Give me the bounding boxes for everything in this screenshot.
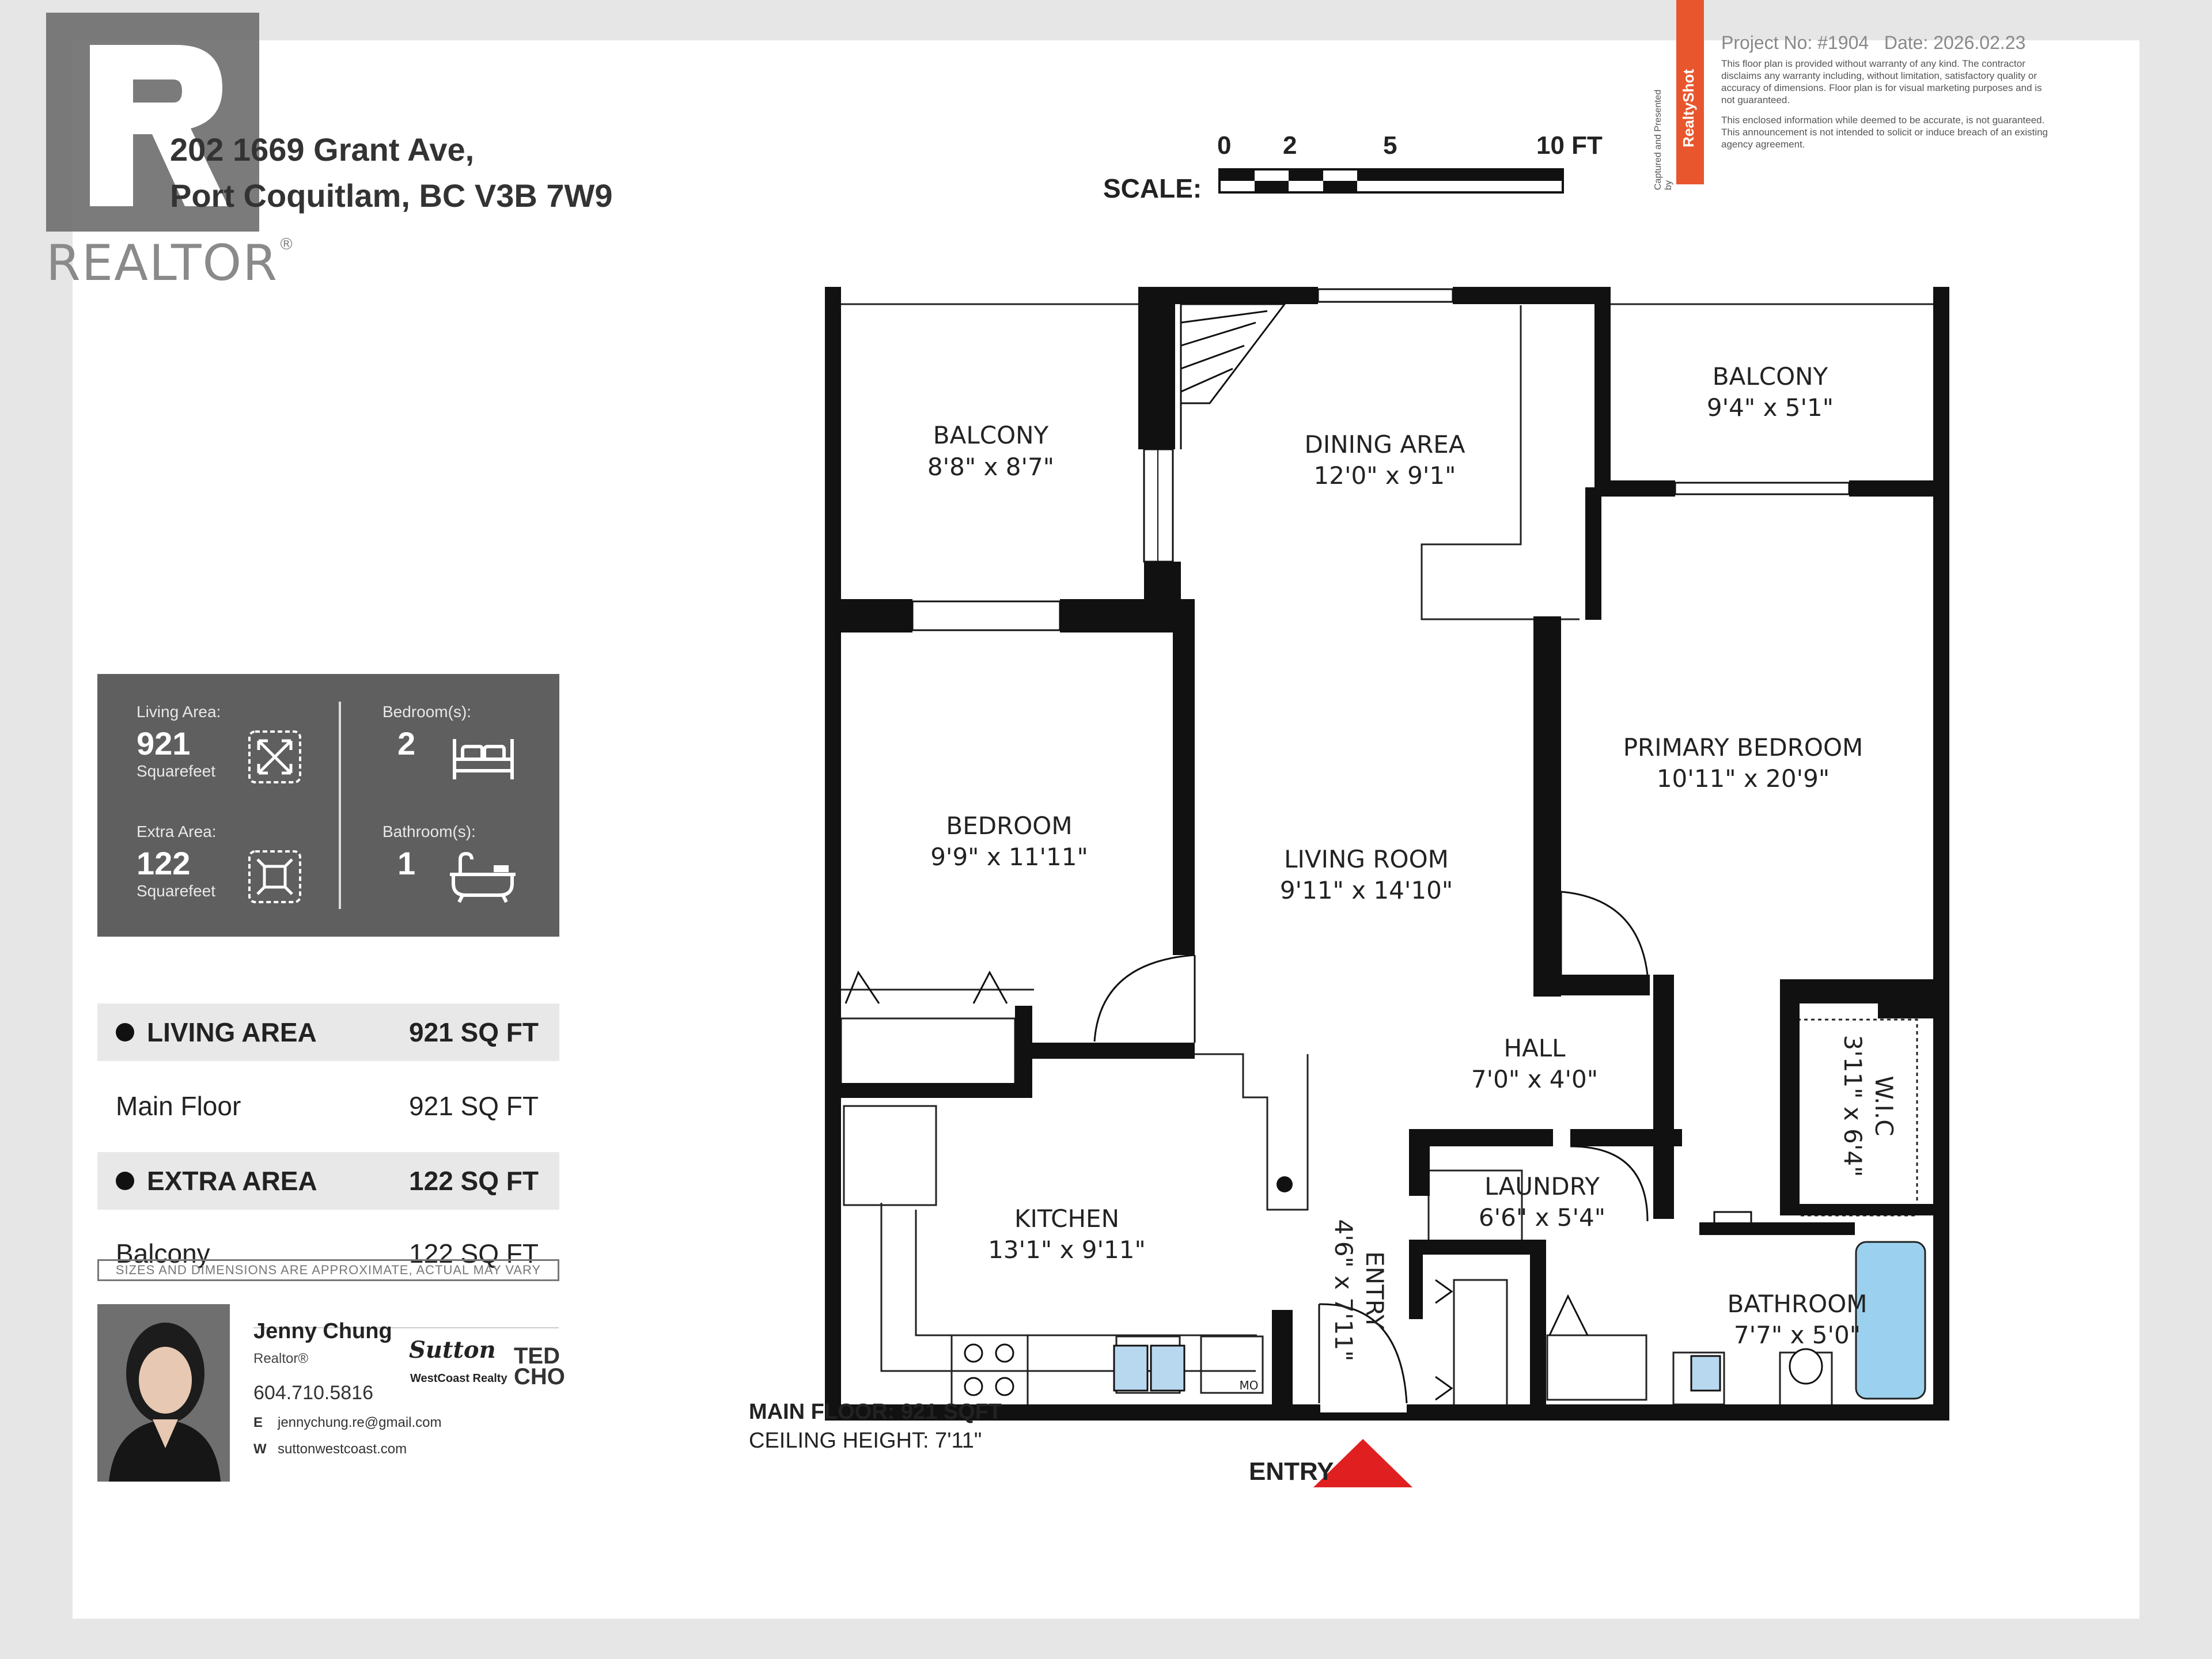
extra-area-stat: Extra Area: 122 Squarefeet	[137, 823, 217, 900]
scale-tick-5: 5	[1383, 131, 1397, 160]
agent-phone[interactable]: 604.710.5816	[253, 1382, 373, 1404]
project-date: Date: 2026.02.23	[1884, 32, 2026, 53]
agent-title: Realtor®	[253, 1351, 309, 1366]
agent-name: Jenny Chung	[253, 1319, 392, 1343]
room-dining-name: DINING AREA	[1304, 430, 1465, 459]
agent-website[interactable]: W suttonwestcoast.com	[253, 1441, 407, 1457]
living-area-row: LIVING AREA 921 SQ FT	[97, 1003, 559, 1061]
room-living-dims: 9'11" x 14'10"	[1279, 876, 1453, 904]
room-entry-name: ENTRY	[1361, 1251, 1389, 1330]
room-living-name: LIVING ROOM	[1284, 845, 1449, 873]
door-swings	[846, 892, 1647, 1403]
room-primary-dims: 10'11" x 20'9"	[1656, 764, 1830, 793]
captured-by-text: Captured and Presented by	[1653, 89, 1673, 190]
room-wic-dims: 3'11" x 6'4"	[1839, 1035, 1867, 1177]
room-bedroom-name: BEDROOM	[946, 812, 1073, 840]
realtor-wordmark: REALTOR®	[46, 234, 296, 292]
room-balcony-2-name: BALCONY	[1712, 362, 1828, 391]
living-area-stat: Living Area: 921 Squarefeet	[137, 703, 221, 780]
bathrooms-stat: Bathroom(s): 1	[382, 823, 476, 881]
realtyshot-brand: RealtyShot	[1680, 69, 1697, 147]
address-line-2: Port Coquitlam, BC V3B 7W9	[170, 177, 613, 214]
main-floor-row: Main Floor 921 SQ FT	[116, 1091, 539, 1121]
room-dining-dims: 12'0" x 9'1"	[1313, 461, 1456, 490]
room-laundry-dims: 6'6" x 5'4"	[1478, 1203, 1606, 1232]
room-primary-name: PRIMARY BEDROOM	[1623, 733, 1863, 762]
room-entry-dims: 4'6" x 7'11"	[1330, 1219, 1358, 1362]
room-hall-dims: 7'0" x 4'0"	[1471, 1065, 1599, 1093]
room-bathroom-dims: 7'7" x 5'0"	[1733, 1321, 1861, 1349]
sutton-logo-subtitle: WestCoast Realty	[410, 1372, 507, 1385]
room-kitchen-name: KITCHEN	[1014, 1205, 1119, 1233]
scale-tick-0: 0	[1217, 131, 1232, 160]
room-hall-name: HALL	[1503, 1034, 1566, 1062]
room-balcony-1-dims: 8'8" x 8'7"	[927, 453, 1055, 481]
project-number: Project No: #1904	[1721, 32, 1869, 53]
footer-main-floor: MAIN FLOOR: 921 SQFT	[749, 1400, 1002, 1424]
room-balcony-1-name: BALCONY	[933, 421, 1049, 449]
room-balcony-2-dims: 9'4" x 5'1"	[1706, 393, 1834, 422]
entry-label: ENTRY	[1249, 1457, 1334, 1486]
stairs	[1158, 304, 1285, 562]
footer-ceiling-height: CEILING HEIGHT: 7'11"	[749, 1429, 982, 1453]
scale-tick-2: 2	[1283, 131, 1297, 160]
balcony-row: Balcony 122 SQ FT	[116, 1238, 539, 1268]
address-line-1: 202 1669 Grant Ave,	[170, 131, 475, 168]
appliance-label: MO	[1239, 1378, 1259, 1392]
scale-label: SCALE:	[1103, 173, 1202, 203]
sizes-disclaimer: SIZES AND DIMENSIONS ARE APPROXIMATE, ACTUAL MAY VARY	[97, 1259, 559, 1281]
bedrooms-stat: Bedroom(s): 2	[382, 703, 472, 762]
post-dot	[1277, 1176, 1293, 1192]
sutton-logo: Sutton	[409, 1336, 496, 1363]
room-wic-name: W.I.C	[1870, 1075, 1898, 1137]
room-bedroom-dims: 9'9" x 11'11"	[930, 843, 1088, 871]
room-bathroom-name: BATHROOM	[1727, 1290, 1868, 1318]
project-disclaimer-2: This enclosed information while deemed to be accurate, is not guaranteed. This announcement is not intended to solicit or induce breach of an existing agency agreement.	[1721, 115, 2048, 150]
scale-tick-10: 10 FT	[1536, 131, 1603, 160]
ted-cho-logo: TED CHO	[514, 1343, 565, 1389]
extra-area-row: EXTRA AREA 122 SQ FT	[97, 1152, 559, 1210]
agent-email[interactable]: E jennychung.re@gmail.com	[253, 1415, 442, 1430]
project-disclaimer-1: This floor plan is provided without warranty of any kind. The contractor disclaims any warranty including, without limitation, satisfactory quality or accuracy of dimensions. Floor plan is for visual marketing purposes and is not guaranteed.	[1721, 58, 2042, 105]
room-labels	[927, 362, 1898, 1361]
room-kitchen-dims: 13'1" x 9'11"	[988, 1236, 1146, 1264]
stove-burners	[965, 1344, 1013, 1395]
room-laundry-name: LAUNDRY	[1484, 1172, 1600, 1200]
